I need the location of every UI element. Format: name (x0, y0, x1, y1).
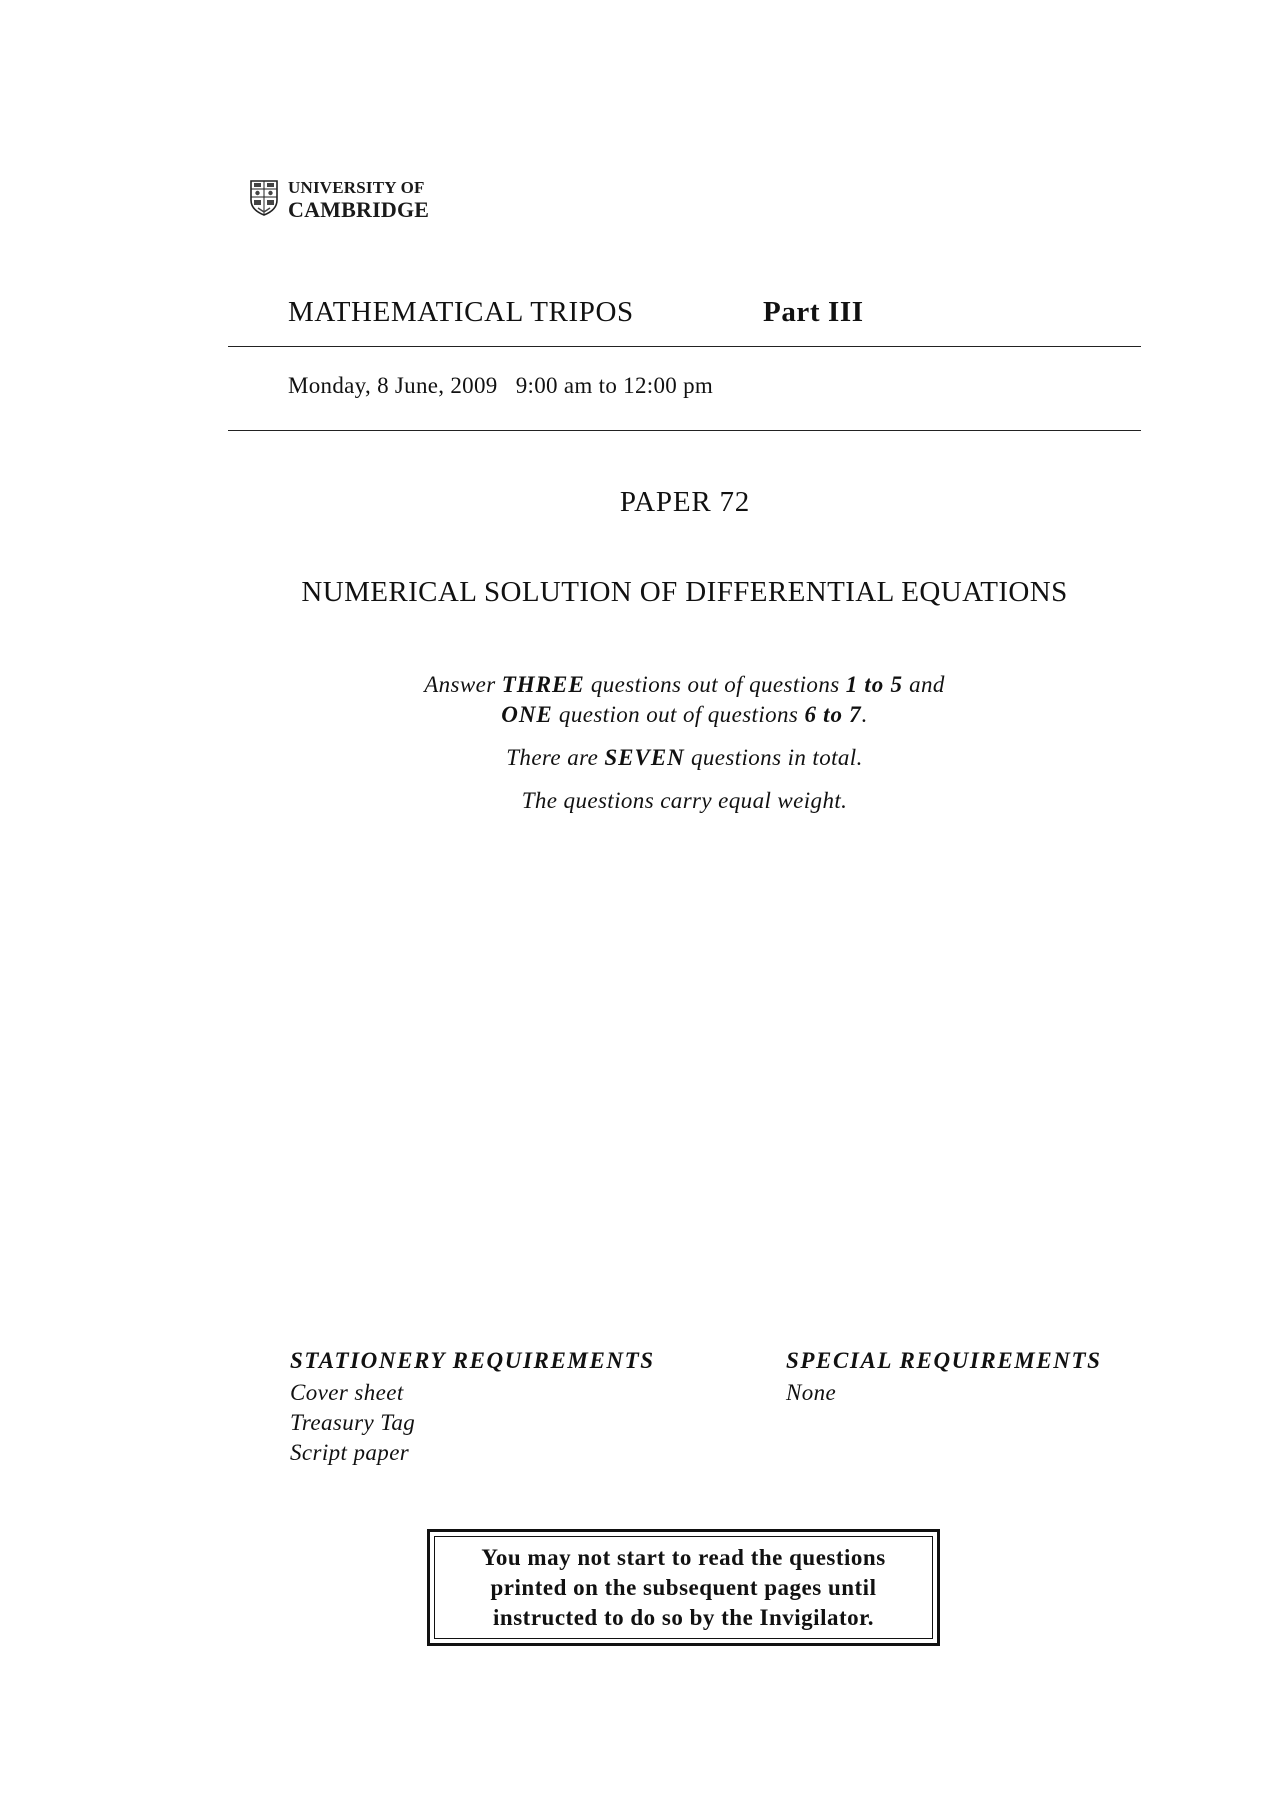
logo-line-2: CAMBRIDGE (288, 197, 430, 222)
bottom-divider (228, 430, 1141, 431)
instr-emphasis: 6 (804, 702, 817, 727)
stationery-list (290, 1378, 415, 1468)
exam-date: Monday, 8 June, 2009 (288, 373, 498, 398)
notice-line: You may not start to read the questions (481, 1544, 886, 1570)
exam-part: Part III (763, 296, 864, 328)
cambridge-crest-icon (250, 180, 278, 216)
stationery-item: Treasury Tag (290, 1410, 416, 1435)
stationery-heading: STATIONERY REQUIREMENTS (290, 1348, 655, 1373)
exam-title: MATHEMATICAL TRIPOS (288, 296, 634, 328)
instr-emphasis: THREE (501, 672, 585, 697)
stationery-item: Script paper (290, 1440, 410, 1465)
instruction-line-4: The questions carry equal weight. (521, 788, 848, 813)
instr-text: There are (506, 745, 605, 770)
instr-emphasis: 7 (849, 702, 862, 727)
special-heading: SPECIAL REQUIREMENTS (786, 1348, 1102, 1373)
paper-number-value: 72 (719, 486, 751, 518)
instr-text: . (861, 702, 868, 727)
instr-text: questions out of questions (584, 672, 846, 697)
logo-line-1: UNIVERSITY OF (288, 178, 425, 197)
instr-emphasis: to (864, 672, 885, 697)
special-item: None (786, 1380, 837, 1405)
exam-datetime (288, 373, 713, 399)
invigilator-notice-inner (434, 1536, 933, 1639)
top-divider (228, 346, 1141, 347)
instr-emphasis: SEVEN (604, 745, 685, 770)
instr-emphasis: ONE (501, 702, 553, 727)
instruction-line-3 (228, 745, 1141, 771)
instr-emphasis: 5 (890, 672, 903, 697)
paper-subject: NUMERICAL SOLUTION OF DIFFERENTIAL EQUATIONS (301, 576, 1068, 608)
stationery-item: Cover sheet (290, 1380, 404, 1405)
instr-text: question out of questions (552, 702, 805, 727)
instruction-line-2 (228, 702, 1141, 728)
instr-text: questions in total. (684, 745, 863, 770)
instr-emphasis: to (823, 702, 843, 727)
instr-emphasis: 1 (845, 672, 859, 697)
paper-number (0, 486, 1280, 519)
instr-text: Answer (424, 672, 502, 697)
notice-line: printed on the subsequent pages until (490, 1574, 877, 1600)
exam-time: 9:00 am to 12:00 pm (515, 373, 714, 398)
instruction-line-1 (228, 672, 1141, 698)
university-logo (250, 178, 450, 222)
instr-text: and (902, 672, 945, 697)
special-list (786, 1378, 836, 1408)
paper-label: PAPER (619, 486, 712, 518)
notice-line: instructed to do so by the Invigilator. (493, 1604, 874, 1630)
logo-wordmark (288, 178, 429, 221)
invigilator-notice-box (427, 1529, 940, 1646)
